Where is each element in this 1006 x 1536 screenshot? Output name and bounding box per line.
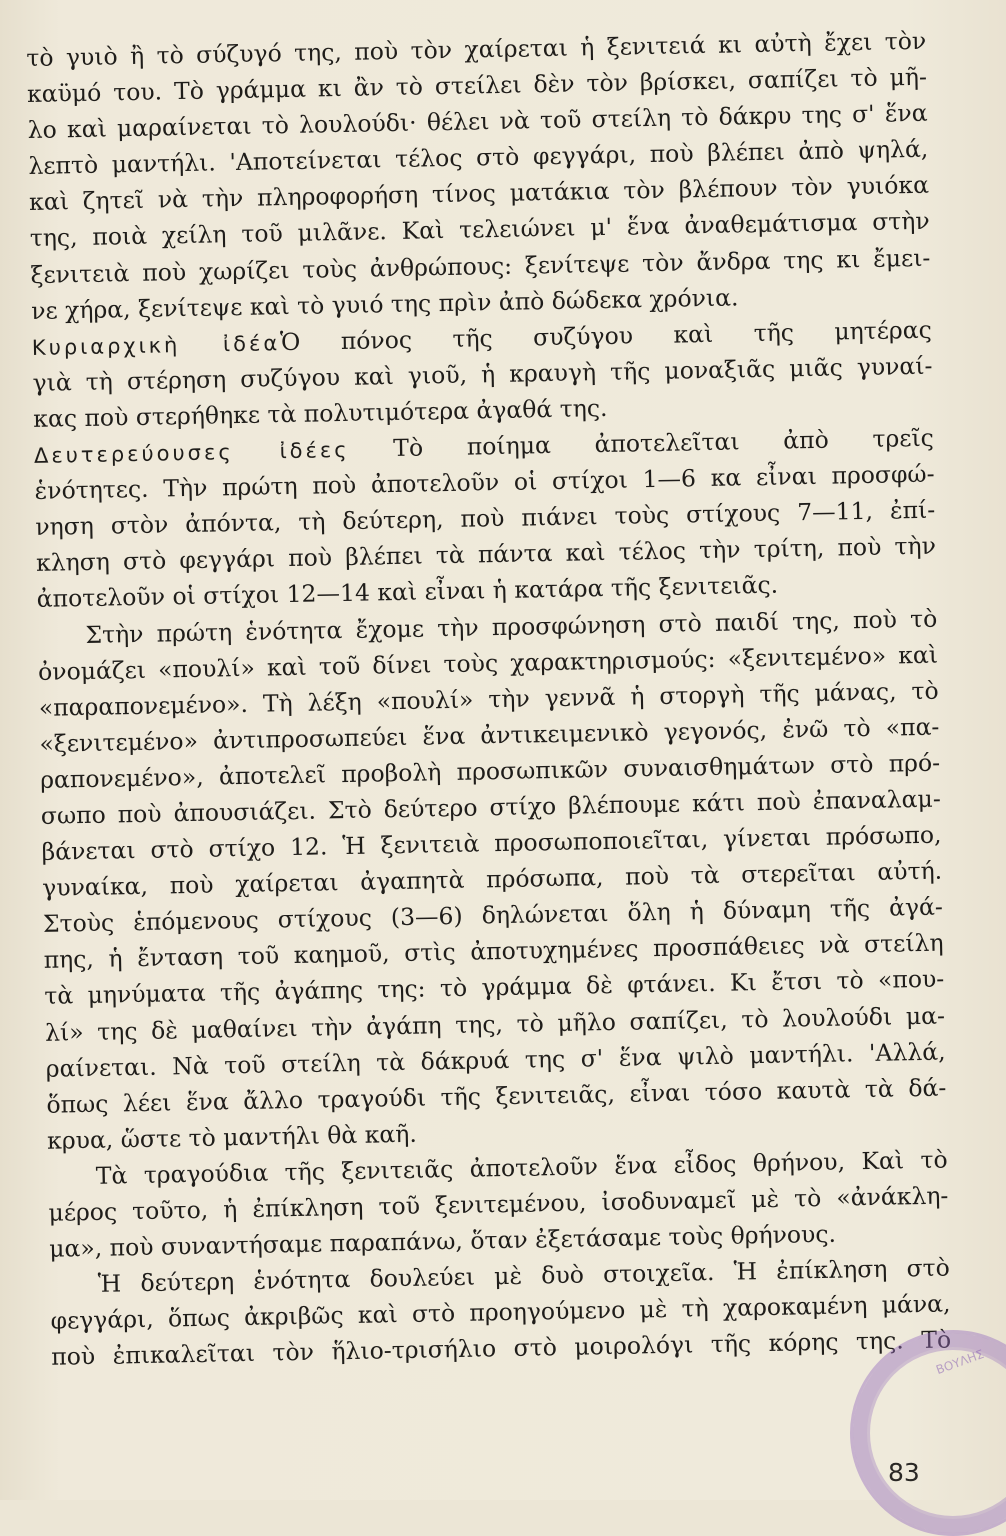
paragraph-line: τὰ μηνύματα τῆς ἀγάπης της: τὸ γράμμα δὲ φτάνει. Κι ἔτσι τὸ «που- bbox=[44, 964, 945, 1011]
paragraph-line: ραπονεμένο», ἀποτελεῖ προβολὴ προσωπικῶν συναισθημάτων στὸ πρό- bbox=[39, 748, 941, 794]
paragraph-line: ραίνεται. Νὰ τοῦ στείλη τὰ δάκρυά της σ' ἕνα ψιλὸ μαντήλι. 'Αλλά, bbox=[45, 1037, 946, 1083]
paragraph-line: «παραπονεμένο». Τὴ λέξη «πουλί» τὴν γεννᾶ ἡ στοργὴ τῆς μάνας, τὸ bbox=[38, 676, 939, 722]
text-line: ἀποτελοῦν οἱ στίχοι 12—14 καὶ εἶναι ἡ κατάρα τῆς ξενιτειᾶς. bbox=[36, 571, 779, 614]
paragraph-line: Τὰ τραγούδια τῆς ξενιτειᾶς ἀποτελοῦν ἕνα εἶδος θρήνου, Καὶ τὸ bbox=[95, 1145, 948, 1190]
paragraph-line: μέρος τοῦτο, ἡ ἐπίκληση τοῦ ξενιτεμένου, ἰσοδυναμεῖ μὲ τὸ «ἀνάκλη- bbox=[48, 1181, 949, 1227]
paragraph-line: ὀνομάζει «πουλί» καὶ τοῦ δίνει τοὺς χαρακτηρισμούς: «ξενιτεμένο» καὶ bbox=[37, 640, 939, 686]
text-line: της, ποιὰ χείλη τοῦ μιλᾶνε. Καὶ τελειώνει μ' ἕνα ἀναθεμάτισμα στὴν bbox=[29, 207, 930, 253]
paragraph-line: ποὺ ἐπικαλεῖται τὸν ἥλιο-τρισήλιο στὸ μοιρολόγι τῆς κόρης της. Τὸ bbox=[51, 1325, 952, 1372]
text-line: νηση στὸν ἀπόντα, τὴ δεύτερη, ποὺ πιάνει τοὺς στίχους 7—11, ἐπί- bbox=[35, 495, 936, 542]
paragraph-line: βάνεται στὸ στίχο 12. Ἡ ξενιτειὰ προσωποποιεῖται, γίνεται πρόσωπο, bbox=[41, 820, 942, 866]
page-text bbox=[26, 23, 951, 1376]
paragraph-line: Ἡ δεύτερη ἑνότητα δουλεύει μὲ δυὸ στοιχεῖα. Ἡ ἐπίκληση στὸ bbox=[97, 1253, 951, 1299]
paragraph-line: Στοὺς ἑπόμενους στίχους (3—6) δηλώνεται ὅλη ἡ δύναμη τῆς ἀγά- bbox=[42, 892, 944, 939]
text-line: καὶ ζητεῖ νὰ τὴν πληροφορήση τίνος ματάκια τὸν βλέπουν τὸν γυιόκα bbox=[28, 171, 930, 217]
text-line: τὸ γυιὸ ἢ τὸ σύζυγό της, ποὺ τὸν χαίρεται ἡ ξενιτειά κι αὐτὴ ἔχει τὸν bbox=[26, 26, 927, 72]
text-line: ἑνότητες. Τὴν πρώτη ποὺ ἀποτελοῦν οἱ στίχοι 1—6 κα εἶναι προσφώ- bbox=[34, 459, 935, 506]
paragraph-line: ὅπως λέει ἕνα ἄλλο τραγούδι τῆς ξενιτειᾶς, εἶναι τόσο καυτὰ τὰ δά- bbox=[46, 1073, 947, 1119]
paragraph-line: γυναίκα, ποὺ χαίρεται ἀγαπητὰ πρόσωπα, ποὺ τὰ στερεῖται αὐτή. bbox=[42, 856, 943, 902]
paragraph-line: κρυα, ὥστε τὸ μαντήλι θὰ καῆ. bbox=[46, 1119, 418, 1155]
heading-secondary-ideas-label: Δευτερεύουσες ἰδέες bbox=[33, 437, 350, 468]
paragraph-line: πης, ἡ ἔνταση τοῦ καημοῦ, στὶς ἀποτυχημένες προσπάθειες νὰ στείλη bbox=[43, 928, 944, 975]
paragraph-line: φεγγάρι, ὅπως ἀκριβῶς καὶ στὸ προηγούμενο μὲ τὴ χαροκαμένη μάνα, bbox=[50, 1289, 951, 1336]
text-line: νε χήρα, ξενίτεψε καὶ τὸ γυιό της πρὶν ἀπὸ δώδεκα χρόνια. bbox=[30, 283, 739, 325]
paragraph-line: σωπο ποὺ ἀπουσιάζει. Στὸ δεύτερο στίχο βλέπουμε κάτι ποὺ ἐπαναλαμ- bbox=[40, 784, 941, 830]
page-number: 83 bbox=[888, 1458, 920, 1487]
paragraph-line: μα», ποὺ συναντήσαμε παραπάνω, ὅταν ἐξετάσαμε τοὺς θρήνους. bbox=[48, 1219, 837, 1263]
heading-main-idea-label: Κυριαρχικὴ ἰδέα bbox=[31, 330, 281, 360]
text-line: λεπτὸ μαντήλι. 'Αποτείνεται τέλος στὸ φεγγάρι, ποὺ βλέπει ἀπὸ ψηλά, bbox=[28, 134, 929, 181]
text-line: κας ποὺ στερήθηκε τὰ πολυτιμότερα ἀγαθά της. bbox=[33, 393, 608, 433]
library-stamp-text: ΒΟΥΛΗΣ bbox=[934, 1346, 986, 1378]
heading-main-idea-text: Ὁ πόνος τῆς συζύγου καὶ τῆς μητέρας bbox=[279, 315, 932, 356]
text-line: κληση στὸ φεγγάρι ποὺ βλέπει τὰ πάντα καὶ τέλος τὴν τρίτη, ποὺ τὴν bbox=[35, 531, 937, 578]
paragraph-line: «ξενιτεμένο» ἀντιπροσωπεύει ἕνα ἀντικειμενικὸ γεγονός, ἐνῶ τὸ «πα- bbox=[39, 712, 940, 758]
paragraph-line: λί» της δὲ μαθαίνει τὴν ἀγάπη της, τὸ μῆλο σαπίζει, τὸ λουλούδι μα- bbox=[44, 1001, 946, 1047]
text-line: γιὰ τὴ στέρηση συζύγου καὶ γιοῦ, ἡ κραυγὴ τῆς μοναξιᾶς μιᾶς γυναί- bbox=[32, 351, 933, 397]
paragraph-line: Στὴν πρώτη ἑνότητα ἔχομε τὴν προσφώνηση στὸ παιδί της, ποὺ τὸ bbox=[85, 604, 938, 649]
text-line: λο καὶ μαραίνεται τὸ λουλούδι· θέλει νὰ τοῦ στείλη τὸ δάκρυ της σ' ἕνα bbox=[27, 98, 928, 145]
heading-secondary-ideas-text: Τὸ ποίημα ἀποτελεῖται ἀπὸ τρεῖς bbox=[392, 423, 935, 463]
text-line: ξενιτειὰ ποὺ χωρίζει τοὺς ἀνθρώπους: ξενίτεψε τὸν ἄνδρα της κι ἔμει- bbox=[30, 243, 931, 289]
text-line: καϋμό του. Τὸ γράμμα κι ἂν τὸ στείλει δὲν τὸν βρίσκει, σαπίζει τὸ μῆ- bbox=[26, 62, 928, 109]
